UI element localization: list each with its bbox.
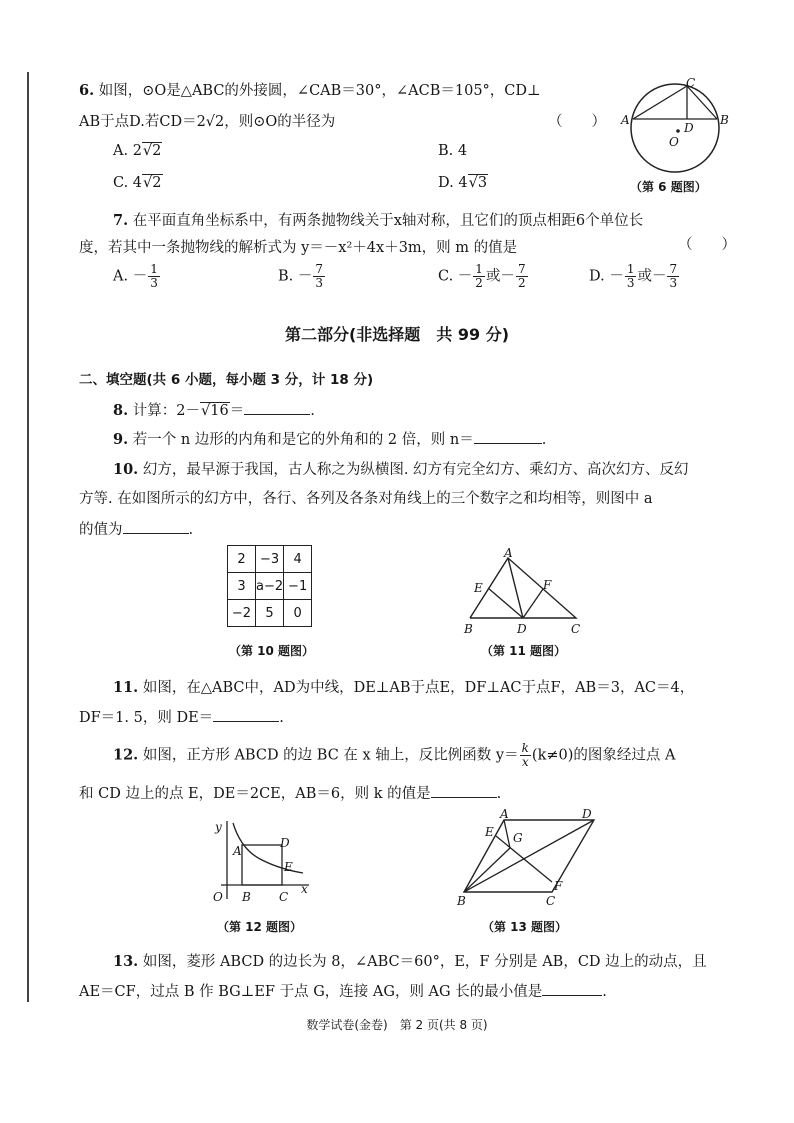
q12-figure xyxy=(205,815,320,907)
q11-perp-df xyxy=(523,589,543,618)
q11-line1 xyxy=(113,676,694,697)
q11-answer-blank[interactable] xyxy=(213,707,279,722)
q6-side-cb xyxy=(687,86,717,119)
q12-label-y: y xyxy=(215,820,222,834)
q11-stem-line2: DF＝1. 5，则 DE＝ xyxy=(79,710,214,726)
q8-answer-blank[interactable] xyxy=(244,400,310,415)
q7-option-b[interactable]: B. － $\frac{7}{3}$ xyxy=(278,262,324,290)
q12-label-b: B xyxy=(242,890,251,904)
q10-stem-line2: 方等. 在如图所示的幻方中，各行、各列及各条对角线上的三个数字之和均相等，则图中 a xyxy=(79,491,653,507)
q6-figure xyxy=(618,74,738,186)
q9-line: 9. 若一个 n 边形的内角和是它的外角和的 2 倍，则 n＝ . xyxy=(113,431,547,448)
q12-label-o: O xyxy=(213,890,223,904)
q9-stem: 若一个 n 边形的内角和是它的外角和的 2 倍，则 n＝ xyxy=(132,432,474,448)
q10-magic-square xyxy=(227,545,312,627)
q7-option-a[interactable]: A. － $\frac{1}{3}$ xyxy=(113,262,158,290)
q13-label-f: F xyxy=(554,879,563,893)
q9-number: 9. xyxy=(113,431,129,448)
q6-label-a: A xyxy=(621,113,630,127)
q11-line2: DF＝1. 5，则 DE＝ . xyxy=(79,706,284,727)
q6-option-d[interactable]: D. 4√3 xyxy=(438,175,488,191)
q11-stem-line1: 如图，在△ABC中，AD为中线，DE⊥AB于点E，DF⊥AC于点F，AB＝3，AC＝4， xyxy=(142,680,695,696)
q12-line2: 和 CD 边上的点 E，DE＝2CE，AB＝6，则 k 的值是 . xyxy=(79,782,501,803)
q6-caption: （第 6 题图） xyxy=(630,180,707,194)
q11-figure xyxy=(458,548,593,638)
q12-square-abcd xyxy=(242,845,282,885)
q13-number: 13. xyxy=(113,953,139,970)
q13-figure xyxy=(454,806,614,908)
q6-answer-paren[interactable]: （ ） xyxy=(548,114,606,130)
q13-label-g: G xyxy=(513,831,523,845)
q13-segment-ef xyxy=(496,836,552,882)
q13-label-b: B xyxy=(457,894,466,908)
q7-stem-line2: 度，若其中一条抛物线的解析式为 y＝－x²＋4x＋3m，则 m 的值是 xyxy=(79,240,518,256)
q11-label-c: C xyxy=(571,622,581,636)
grid-cell: a−2 xyxy=(256,573,284,600)
q13-caption: （第 13 题图） xyxy=(482,920,568,934)
q13-line2: AE＝CF，过点 B 作 BG⊥EF 于点 G，连接 AG，则 AG 长的最小值是 . xyxy=(79,980,607,1001)
q6-option-a[interactable]: A. 2√2 xyxy=(113,143,162,159)
q11-median-ad xyxy=(508,558,523,618)
q11-triangle xyxy=(470,558,576,618)
grid-cell: −2 xyxy=(228,600,256,627)
q11-label-e: E xyxy=(474,581,483,595)
q7-number: 7. xyxy=(113,212,129,229)
grid-cell: 4 xyxy=(284,546,312,573)
q6-option-b[interactable]: B. 4 xyxy=(438,143,468,159)
q10-answer-blank[interactable] xyxy=(123,519,189,534)
q6-circle xyxy=(631,84,719,172)
q7-option-c[interactable]: C. － $\frac{1}{2}$ 或－ $\frac{7}{2}$ xyxy=(438,262,526,290)
q12-stem-line2: 和 CD 边上的点 E，DE＝2CE，AB＝6，则 k 的值是 xyxy=(79,786,431,802)
q10-line3: 的值为 . xyxy=(79,518,193,539)
q10-stem-line1: 幻方，最早源于我国，古人称之为纵横图. 幻方有完全幻方、乘幻方、高次幻方、反幻 xyxy=(142,462,689,478)
q12-caption: （第 12 题图） xyxy=(217,920,303,934)
q13-label-a: A xyxy=(500,807,509,821)
q6-label-c: C xyxy=(686,76,696,90)
q9-answer-blank[interactable] xyxy=(474,429,542,444)
q6-stem-line2: AB于点D.若CD＝2√2，则⊙O的半径为 xyxy=(79,114,336,130)
q7-option-a-fraction: $\frac{1}{3}$ xyxy=(150,262,158,290)
q11-label-b: B xyxy=(464,622,473,636)
q6-option-a-sqrt: √2 xyxy=(142,143,162,159)
q13-answer-blank[interactable] xyxy=(542,981,602,996)
q10-line1 xyxy=(113,458,689,479)
part2-section-title: 第二部分(非选择题 共 99 分) xyxy=(284,325,510,344)
q11-label-a: A xyxy=(504,548,513,560)
q13-line1 xyxy=(113,950,707,971)
q11-number: 11. xyxy=(113,679,139,696)
q8-line: 8. 计算：2－√16＝ . xyxy=(113,402,315,419)
q7-stem-line1: 在平面直角坐标系中，有两条抛物线关于x轴对称，且它们的顶点相距6个单位长 xyxy=(132,213,644,229)
q11-perp-de xyxy=(488,588,523,618)
q11-label-f: F xyxy=(543,578,552,592)
q11-label-d: D xyxy=(517,622,527,636)
q6-option-d-sqrt: √3 xyxy=(468,175,488,191)
q13-label-d: D xyxy=(582,807,592,821)
page-footer: 数学试卷(金卷) 第 2 页(共 8 页) xyxy=(306,1018,488,1032)
q13-stem-line2: AE＝CF，过点 B 作 BG⊥EF 于点 G，连接 AG，则 AG 长的最小值是 xyxy=(79,984,543,1000)
q6-side-ac xyxy=(633,86,687,119)
q6-label-b: B xyxy=(720,113,729,127)
q7-line1 xyxy=(113,209,643,230)
q6-line1 xyxy=(79,79,541,100)
q6-center-dot xyxy=(676,129,680,133)
q10-caption: （第 10 题图） xyxy=(229,644,315,658)
q12-number: 12. xyxy=(113,746,139,764)
q7-answer-paren[interactable]: （ ） xyxy=(678,237,736,253)
q7-option-b-fraction: $\frac{7}{3}$ xyxy=(315,262,324,290)
q12-label-c: C xyxy=(279,890,289,904)
q12-label-a: A xyxy=(233,844,242,858)
q10-number: 10. xyxy=(113,461,139,478)
q13-label-e: E xyxy=(485,825,494,839)
q13-label-c: C xyxy=(546,894,556,908)
grid-cell: 0 xyxy=(284,600,312,627)
part2-heading: 二、填空题(共 6 小题，每小题 3 分，计 18 分) xyxy=(79,372,374,388)
q6-label-d: D xyxy=(684,121,694,135)
q12-answer-blank[interactable] xyxy=(431,783,497,798)
q8-number: 8. xyxy=(113,402,129,419)
q13-stem-line1: 如图，菱形 ABCD 的边长为 8，∠ABC＝60°，E，F 分别是 AB，CD 边上的动点，且 xyxy=(142,954,707,970)
grid-cell: −3 xyxy=(256,546,284,573)
grid-cell: 3 xyxy=(228,573,256,600)
grid-cell: 2 xyxy=(228,546,256,573)
q12-fraction-k-over-x: $\frac{k}{x}$ xyxy=(521,741,529,769)
q6-option-c-sqrt: √2 xyxy=(143,175,162,191)
q7-option-d[interactable]: D. － $\frac{1}{3}$ 或－ $\frac{7}{3}$ xyxy=(589,262,678,290)
grid-cell: 5 xyxy=(256,600,284,627)
q12-line1: 12. 如图，正方形 ABCD 的边 BC 在 x 轴上，反比例函数 y＝ $\frac{k}{x}$ (k≠0)的图象经过点 A xyxy=(113,741,676,769)
q12-label-d: D xyxy=(280,836,290,850)
binding-margin-line xyxy=(27,72,29,1002)
q10-stem-line3: 的值为 xyxy=(79,522,123,538)
q6-number: 6. xyxy=(79,82,95,99)
q6-label-o: O xyxy=(669,135,679,149)
q8-sqrt: √16 xyxy=(200,403,229,419)
q11-caption: （第 11 题图） xyxy=(481,644,567,658)
grid-cell: −1 xyxy=(284,573,312,600)
q12-label-e: E xyxy=(284,860,293,874)
q6-option-c[interactable]: C. 4√2 xyxy=(113,175,162,191)
q6-stem-line1: 如图，⊙O是△ABC的外接圆，∠CAB＝30°，∠ACB＝105°，CD⊥ xyxy=(98,83,541,99)
q12-label-x: x xyxy=(301,882,308,896)
